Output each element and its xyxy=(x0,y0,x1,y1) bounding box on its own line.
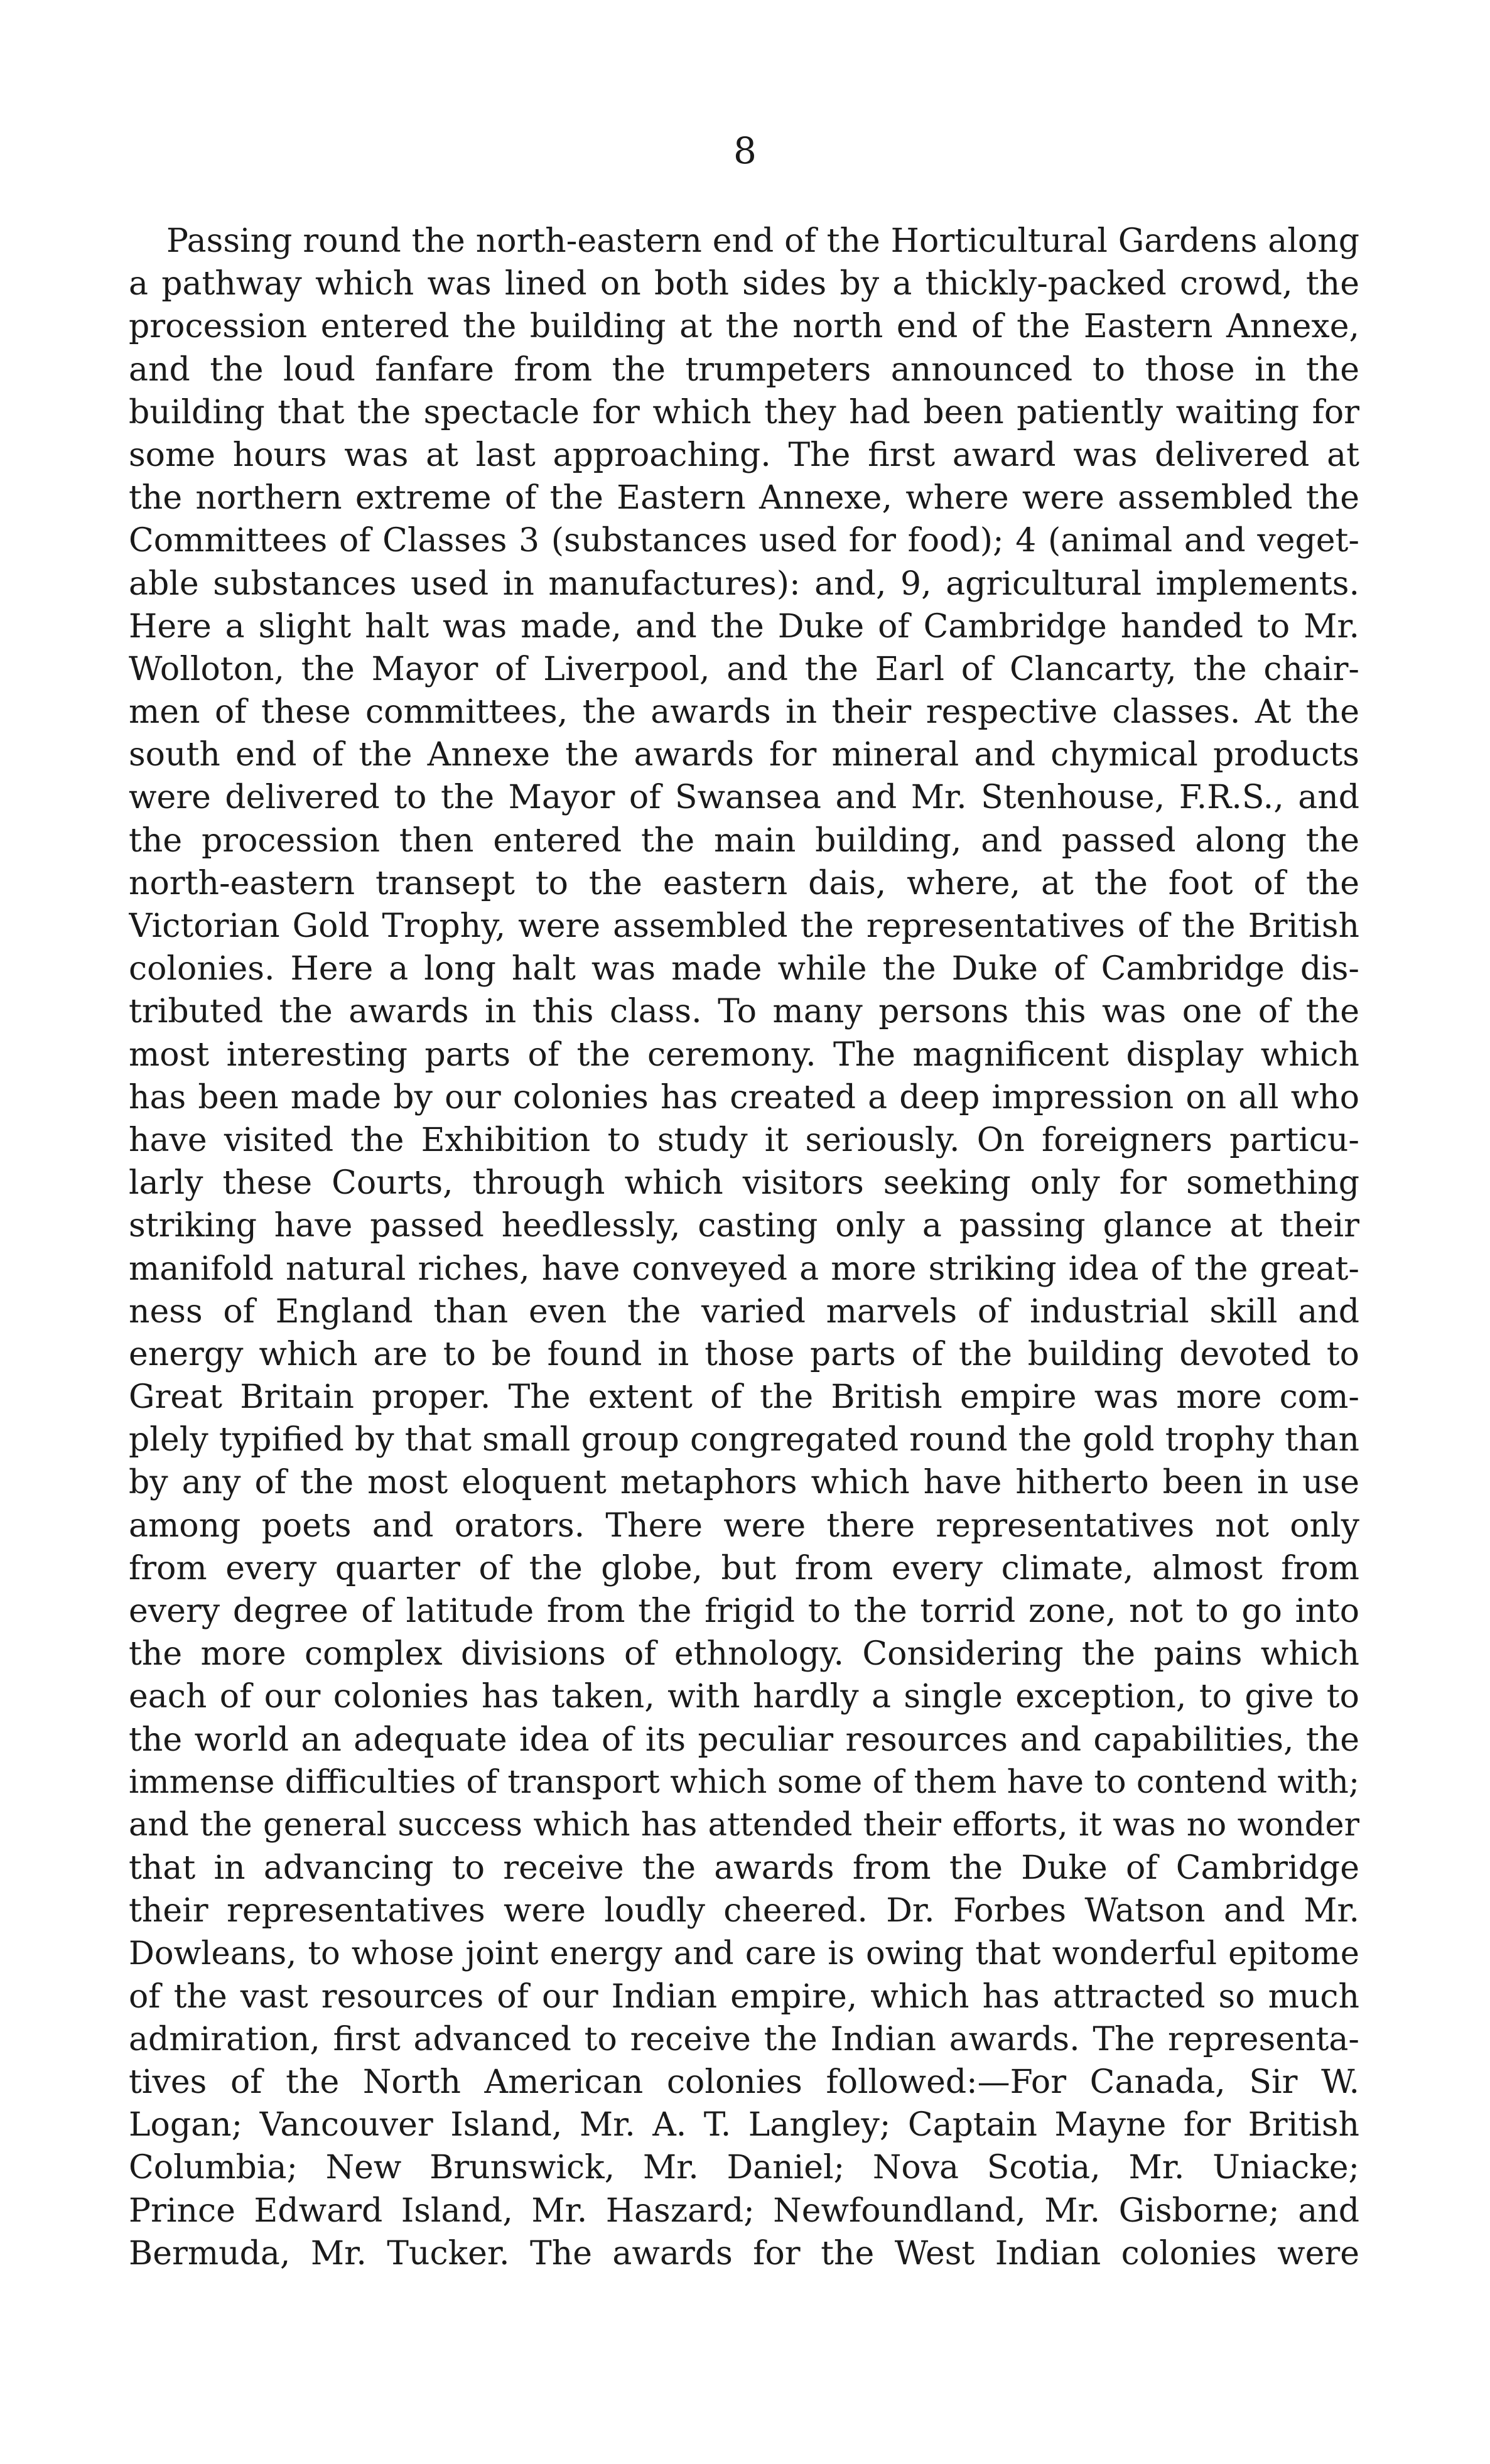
text-line: from every quarter of the globe, but from every climate, almost from xyxy=(129,1549,1359,1587)
text-line: Passing round the north-eastern end of the Horticultural Gardens along xyxy=(166,222,1359,260)
text-line: and the general success which has attended their efforts, it was no wonder xyxy=(129,1806,1359,1844)
text-line: colonies. Here a long halt was made while the Duke of Cambridge dis- xyxy=(129,950,1359,988)
text-line: were delivered to the Mayor of Swansea and Mr. Stenhouse, F.R.S., and xyxy=(129,779,1359,817)
text-line: able substances used in manufactures): and, 9, agricultural implements. xyxy=(129,565,1359,603)
text-line: of the vast resources of our Indian empire, which has attracted so much xyxy=(129,1977,1359,2016)
text-line: plely typified by that small group congregated round the gold trophy than xyxy=(129,1421,1359,1459)
text-line: the world an adequate idea of its peculiar resources and capabilities, the xyxy=(129,1721,1359,1759)
text-line: procession entered the building at the north end of the Eastern Annexe, xyxy=(129,308,1359,346)
text-line: and the loud fanfare from the trumpeters announced to those in the xyxy=(129,350,1359,389)
text-line: every degree of latitude from the frigid to the torrid zone, not to go into xyxy=(129,1592,1359,1630)
text-line: manifold natural riches, have conveyed a more striking idea of the great- xyxy=(129,1250,1359,1288)
text-line: has been made by our colonies has created a deep impression on all who xyxy=(129,1078,1359,1116)
text-line: Committees of Classes 3 (substances used for food); 4 (animal and veget- xyxy=(129,522,1359,560)
text-line: by any of the most eloquent metaphors which have hitherto been in use xyxy=(129,1464,1359,1502)
text-line: Wolloton, the Mayor of Liverpool, and the Earl of Clancarty, the chair- xyxy=(129,650,1359,688)
text-line: most interesting parts of the ceremony. The magnificent display which xyxy=(129,1035,1359,1074)
text-line: have visited the Exhibition to study it seriously. On foreigners particu- xyxy=(129,1121,1359,1159)
text-line: men of these committees, the awards in their respective classes. At the xyxy=(129,693,1359,732)
text-line: Logan; Vancouver Island, Mr. A. T. Langley; Captain Mayne for British xyxy=(129,2106,1359,2144)
text-line: north-eastern transept to the eastern dais, where, at the foot of the xyxy=(129,864,1359,902)
text-line: the more complex divisions of ethnology. Considering the pains which xyxy=(129,1635,1359,1673)
text-line: south end of the Annexe the awards for mineral and chymical products xyxy=(129,736,1359,774)
text-line: Victorian Gold Trophy, were assembled the representatives of the British xyxy=(129,907,1359,945)
text-line: a pathway which was lined on both sides by a thickly-packed crowd, the xyxy=(129,265,1359,303)
text-line: tributed the awards in this class. To many persons this was one of the xyxy=(129,993,1359,1031)
text-line: Dowleans, to whose joint energy and care is owing that wonderful epitome xyxy=(129,1935,1359,1972)
body-paragraph xyxy=(129,220,1359,2275)
text-line: Great Britain proper. The extent of the British empire was more com- xyxy=(129,1378,1359,1417)
text-line: their representatives were loudly cheered. Dr. Forbes Watson and Mr. xyxy=(129,1892,1359,1930)
text-line: ness of England than even the varied marvels of industrial skill and xyxy=(129,1292,1359,1331)
text-line: some hours was at last approaching. The first award was delivered at xyxy=(129,436,1359,474)
text-line: Here a slight halt was made, and the Duke of Cambridge handed to Mr. xyxy=(129,607,1359,646)
page-number: 8 xyxy=(733,129,757,172)
text-line: the northern extreme of the Eastern Annexe, where were assembled the xyxy=(129,479,1359,517)
text-line: each of our colonies has taken, with hardly a single exception, to give to xyxy=(129,1678,1359,1716)
text-line: larly these Courts, through which visitors seeking only for something xyxy=(129,1164,1359,1202)
text-line: energy which are to be found in those parts of the building devoted to xyxy=(129,1335,1359,1373)
text-line: striking have passed heedlessly, casting only a passing glance at their xyxy=(129,1207,1359,1245)
text-line: that in advancing to receive the awards from the Duke of Cambridge xyxy=(129,1849,1359,1888)
text-line: the procession then entered the main building, and passed along the xyxy=(129,821,1359,860)
text-line: admiration, first advanced to receive the Indian awards. The representa- xyxy=(129,2020,1359,2058)
text-line: among poets and orators. There were there representatives not only xyxy=(129,1506,1359,1545)
text-line: Bermuda, Mr. Tucker. The awards for the West Indian colonies were xyxy=(129,2234,1359,2272)
text-line: immense difficulties of transport which some of them have to contend with; xyxy=(129,1763,1359,1801)
text-line: tives of the North American colonies followed:—For Canada, Sir W. xyxy=(129,2063,1359,2102)
text-line: Prince Edward Island, Mr. Haszard; Newfoundland, Mr. Gisborne; and xyxy=(129,2191,1359,2230)
text-line: Columbia; New Brunswick, Mr. Daniel; Nova Scotia, Mr. Uniacke; xyxy=(129,2149,1359,2187)
text-line: building that the spectacle for which they had been patiently waiting for xyxy=(129,393,1359,431)
